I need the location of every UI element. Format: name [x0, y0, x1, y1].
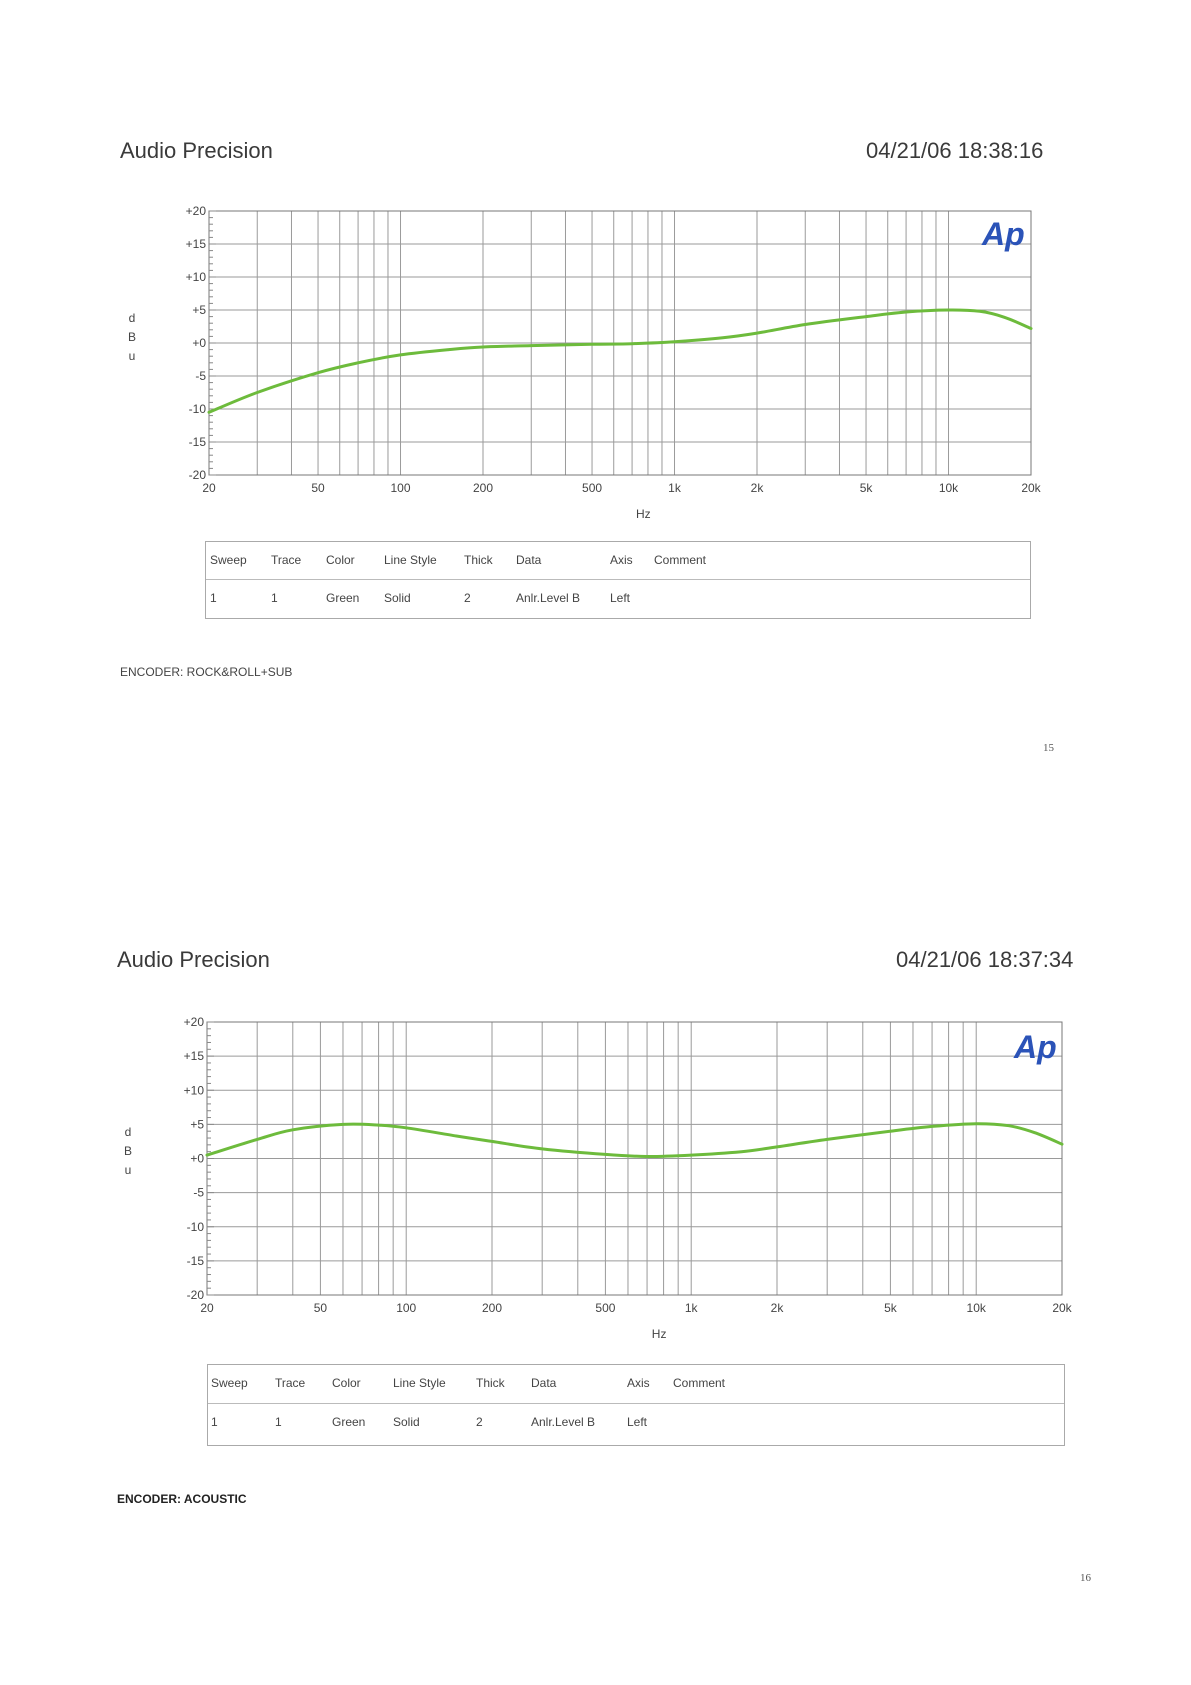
- legend-cell-thick: 2: [476, 1415, 483, 1429]
- y-tick-label: +0: [192, 336, 206, 350]
- panel2-brand-title: Audio Precision: [117, 947, 270, 972]
- legend-header-data: Data: [531, 1376, 557, 1390]
- x-tick-label: 200: [472, 481, 494, 495]
- y-tick-label: +15: [183, 1049, 204, 1064]
- legend-cell-data: Anlr.Level B: [531, 1415, 596, 1429]
- x-tick-label: 20k: [1021, 481, 1041, 495]
- x-tick-label: 20: [200, 1301, 214, 1315]
- panel1-timestamp: 04/21/06 18:38:16: [866, 138, 1044, 163]
- legend-cell-color: Green: [326, 591, 360, 605]
- legend-cell-color: Green: [332, 1415, 366, 1429]
- ap-logo: Ap: [1014, 1029, 1057, 1065]
- legend-header-line-style: Line Style: [393, 1376, 446, 1390]
- legend-cell-data: Anlr.Level B: [516, 591, 581, 605]
- y-axis-label-letter: d: [128, 311, 136, 325]
- y-axis-label-letter: B: [127, 330, 137, 344]
- y-axis-label-letter: d: [124, 1125, 132, 1139]
- legend-cell-trace: 1: [271, 591, 278, 605]
- legend-cell-sweep: 1: [211, 1415, 218, 1429]
- legend-cell-thick: 2: [464, 591, 471, 605]
- panel2-page-number: 16: [1080, 1572, 1091, 1584]
- legend-header-trace: Trace: [275, 1376, 306, 1390]
- x-tick-label: 10k: [966, 1301, 986, 1315]
- legend-header-comment: Comment: [654, 553, 707, 567]
- legend-header-sweep: Sweep: [210, 553, 247, 567]
- legend-header-color: Color: [326, 553, 355, 567]
- legend-header-row: [208, 1365, 1064, 1403]
- x-tick-label: 2k: [750, 481, 764, 495]
- y-axis-label-letter: u: [128, 349, 136, 363]
- y-tick-label: -5: [195, 369, 206, 383]
- y-tick-label: +20: [183, 1015, 204, 1029]
- x-tick-label: 5k: [859, 481, 873, 495]
- grid: [207, 1022, 1062, 1295]
- legend-header-axis: Axis: [627, 1376, 650, 1390]
- y-tick-label: +0: [190, 1151, 204, 1166]
- y-tick-label: +10: [185, 270, 206, 284]
- x-tick-label: 1k: [668, 481, 681, 495]
- y-tick-label: -20: [188, 468, 206, 482]
- panel2-legend-table: [207, 1364, 1065, 1446]
- y-tick-label: +10: [183, 1083, 204, 1098]
- y-tick-label: +5: [192, 303, 206, 317]
- panel2-timestamp: 04/21/06 18:37:34: [896, 947, 1074, 972]
- legend-header-color: Color: [332, 1376, 361, 1390]
- y-tick-label: -15: [188, 435, 206, 449]
- y-axis-label-letter: B: [123, 1144, 133, 1158]
- y-tick-label: -15: [186, 1253, 204, 1268]
- x-tick-label: 100: [390, 481, 411, 495]
- legend-cell-trace: 1: [275, 1415, 282, 1429]
- x-axis-label: Hz: [651, 1327, 667, 1341]
- panel1-page-number: 15: [1043, 742, 1054, 754]
- panel2-footnote: ENCODER: ACOUSTIC: [117, 1492, 247, 1506]
- legend-header-axis: Axis: [610, 553, 633, 567]
- legend-header-comment: Comment: [673, 1376, 726, 1390]
- x-tick-label: 1k: [684, 1301, 698, 1315]
- x-tick-label: 200: [481, 1301, 503, 1315]
- x-tick-label: 50: [313, 1301, 328, 1315]
- y-tick-label: +15: [185, 237, 206, 251]
- y-minor-ticks: [207, 1022, 214, 1295]
- y-tick-label: -10: [186, 1219, 204, 1234]
- legend-cell-line-style: Solid: [384, 591, 411, 605]
- x-tick-label: 500: [582, 481, 603, 495]
- series-line: [207, 1124, 1062, 1157]
- x-tick-label: 50: [311, 481, 325, 495]
- x-tick-label: 500: [595, 1301, 616, 1315]
- y-axis-label-letter: u: [124, 1163, 132, 1177]
- y-axis-label: [124, 1125, 132, 1177]
- legend-cell-sweep: 1: [210, 591, 217, 605]
- y-tick-label: -20: [186, 1288, 204, 1302]
- x-tick-label: 2k: [770, 1301, 784, 1315]
- legend-cell-axis: Left: [627, 1415, 648, 1429]
- legend-header-data: Data: [516, 553, 542, 567]
- x-tick-label: 20k: [1052, 1301, 1072, 1315]
- legend-header-trace: Trace: [271, 553, 302, 567]
- x-tick-label: 5k: [884, 1301, 897, 1315]
- y-tick-label: +5: [190, 1117, 204, 1132]
- x-axis-label: Hz: [635, 507, 651, 521]
- legend-header-thick: Thick: [476, 1376, 505, 1390]
- panel1-brand-title: Audio Precision: [120, 138, 273, 163]
- y-tick-label: -10: [188, 402, 206, 416]
- y-tick-label: +20: [185, 204, 206, 218]
- panel1-footnote: ENCODER: ROCK&ROLL+SUB: [120, 665, 293, 679]
- x-tick-label: 10k: [938, 481, 959, 495]
- legend-header-sweep: Sweep: [211, 1376, 248, 1390]
- x-tick-label: 20: [202, 481, 216, 495]
- legend-header-thick: Thick: [464, 553, 493, 567]
- legend-data-row: [208, 1403, 1064, 1444]
- legend-header-line-style: Line Style: [384, 553, 437, 567]
- x-tick-label: 100: [396, 1301, 417, 1315]
- y-tick-label: -5: [193, 1185, 204, 1200]
- legend-cell-line-style: Solid: [393, 1415, 420, 1429]
- ap-logo: Ap: [982, 216, 1025, 252]
- legend-cell-axis: Left: [610, 591, 631, 605]
